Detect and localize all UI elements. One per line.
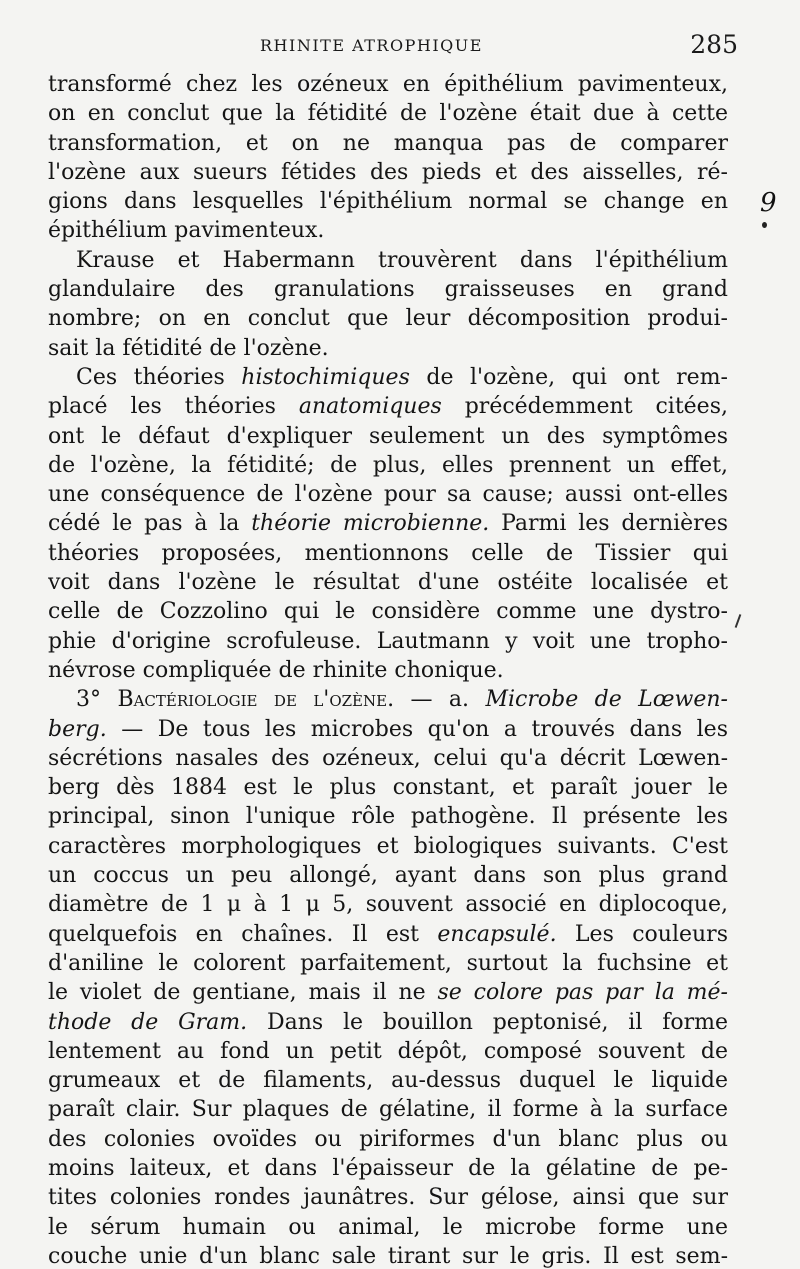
italic-text: Microbe de Lœwen- [485,687,728,713]
text-run: sécrétions nasales des ozéneux, celui qu'a décrit Lœwen- [48,745,728,771]
text-line [48,1242,728,1269]
text-line [48,1037,728,1066]
text-run: moins laiteux, et dans l'épaisseur de la gélatine de pe- [48,1155,728,1181]
text-run: épithélium pavimenteux. [48,218,325,244]
text-line [48,861,728,890]
margin-mark [762,222,767,228]
text-line [48,744,728,773]
text-line [48,187,728,216]
text-run: ont le défaut d'expliquer seulement un des symptômes [48,423,728,449]
text-run: — a. [394,687,486,713]
italic-text: histochimiques [241,364,410,390]
italic-text: anatomiques [298,394,442,420]
text-line [48,802,728,831]
text-line [48,70,728,99]
text-run: de l'ozène, qui ont rem- [409,364,728,390]
text-line [48,334,728,363]
italic-text: berg. [48,716,107,742]
text-line [48,685,728,714]
text-run: tites colonies rondes jaunâtres. Sur gélose, ainsi que sur [48,1185,728,1211]
text-line [48,158,728,187]
text-line [48,627,728,656]
text-run: diamètre de 1 μ à 1 μ 5, souvent associé en diplocoque, [48,892,728,918]
text-run: névrose compliquée de rhinite chonique. [48,657,504,683]
text-line [48,1154,728,1183]
text-run: sait la fétidité de l'ozène. [48,335,329,361]
margin-annotation: 9 [760,188,777,218]
text-run: placé les théories [48,394,299,420]
text-line [48,1095,728,1124]
text-run: phie d'origine scrofuleuse. Lautmann y voit une tropho- [48,628,728,654]
text-run: voit dans l'ozène le résultat d'une ostéite localisée et [48,570,728,596]
text-line [48,422,728,451]
text-line [48,1213,728,1242]
body-text [48,70,728,1269]
text-line [48,304,728,333]
text-line [48,773,728,802]
text-run: de l'ozène, la fétidité; de plus, elles prennent un effet, [48,452,728,478]
small-caps-text: Bactériologie de l'ozène. [117,687,395,713]
text-line [48,949,728,978]
margin-tick [735,614,742,628]
text-line [48,978,728,1007]
text-line [48,920,728,949]
text-run: le sérum humain ou animal, le microbe forme une [48,1214,728,1240]
running-head: RHINITE ATROPHIQUE [260,36,483,55]
text-line [48,890,728,919]
text-run: Les couleurs [556,921,728,947]
text-run: des colonies ovoïdes ou piriformes d'un blanc plus ou [48,1126,728,1152]
text-line [48,1125,728,1154]
text-line [48,363,728,392]
text-line [48,509,728,538]
text-run: principal, sinon l'unique rôle pathogène. Il présente les [48,804,728,830]
page-number: 285 [690,30,738,59]
text-line [48,715,728,744]
text-run: l'ozène aux sueurs fétides des pieds et des aisselles, ré- [48,159,728,185]
text-run: on en conclut que la fétidité de l'ozène était due à cette [48,101,728,127]
text-line [48,568,728,597]
text-run: cédé le pas à la [48,511,252,537]
text-line [48,656,728,685]
text-run: celle de Cozzolino qui le considère comme une dystro- [48,599,728,625]
text-run: quelquefois en chaînes. Il est [48,921,438,947]
text-line [48,832,728,861]
text-run: caractères morphologiques et biologiques suivants. C'est [48,833,728,859]
italic-text: thode de Gram. [48,1009,248,1035]
text-line [48,129,728,158]
page-header [48,30,738,62]
text-run: le violet de gentiane, mais il ne [48,980,438,1006]
text-run: transformé chez les ozéneux en épithélium pavimenteux, [48,72,728,97]
text-line [48,480,728,509]
text-line [48,99,728,128]
text-run: précédemment citées, [441,394,728,420]
text-line [48,246,728,275]
text-run: un coccus un peu allongé, ayant dans son plus grand [48,863,728,889]
text-line [48,1183,728,1212]
text-run: lentement au fond un petit dépôt, composé souvent de [48,1038,728,1064]
text-line [48,597,728,626]
text-run: couche unie d'un blanc sale tirant sur le gris. Il est sem- [48,1243,728,1269]
text-run: — De tous les microbes qu'on a trouvés dans les [106,716,728,742]
text-run: une conséquence de l'ozène pour sa cause; aussi ont-elles [48,482,728,508]
text-line [48,216,728,245]
text-run: transformation, et on ne manqua pas de comparer [48,130,728,156]
text-run: glandulaire des granulations graisseuses en grand [48,277,728,303]
text-run: Parmi les dernières [489,511,728,537]
text-run: Krause et Habermann trouvèrent dans l'épithélium [76,247,728,273]
text-run: 3° [76,687,118,713]
text-line [48,1008,728,1037]
text-run: paraît clair. Sur plaques de gélatine, il forme à la surface [48,1097,728,1123]
text-line [48,451,728,480]
text-line [48,1066,728,1095]
text-line [48,392,728,421]
italic-text: théorie microbienne. [251,511,490,537]
text-line [48,539,728,568]
text-run: gions dans lesquelles l'épithélium normal se change en [48,189,728,215]
text-run: Dans le bouillon peptonisé, il forme [247,1009,728,1035]
text-run: nombre; on en conclut que leur décomposition produi- [48,306,728,332]
text-run: Ces théories [76,364,242,390]
text-run: berg dès 1884 est le plus constant, et paraît jouer le [48,775,728,801]
italic-text: se colore pas par la mé- [437,980,728,1006]
text-run: grumeaux et de filaments, au-dessus duquel le liquide [48,1068,728,1094]
text-run: d'aniline le colorent parfaitement, surtout la fuchsine et [48,950,728,976]
text-run: théories proposées, mentionnons celle de Tissier qui [48,540,728,566]
italic-text: encapsulé. [437,921,557,947]
text-line [48,275,728,304]
